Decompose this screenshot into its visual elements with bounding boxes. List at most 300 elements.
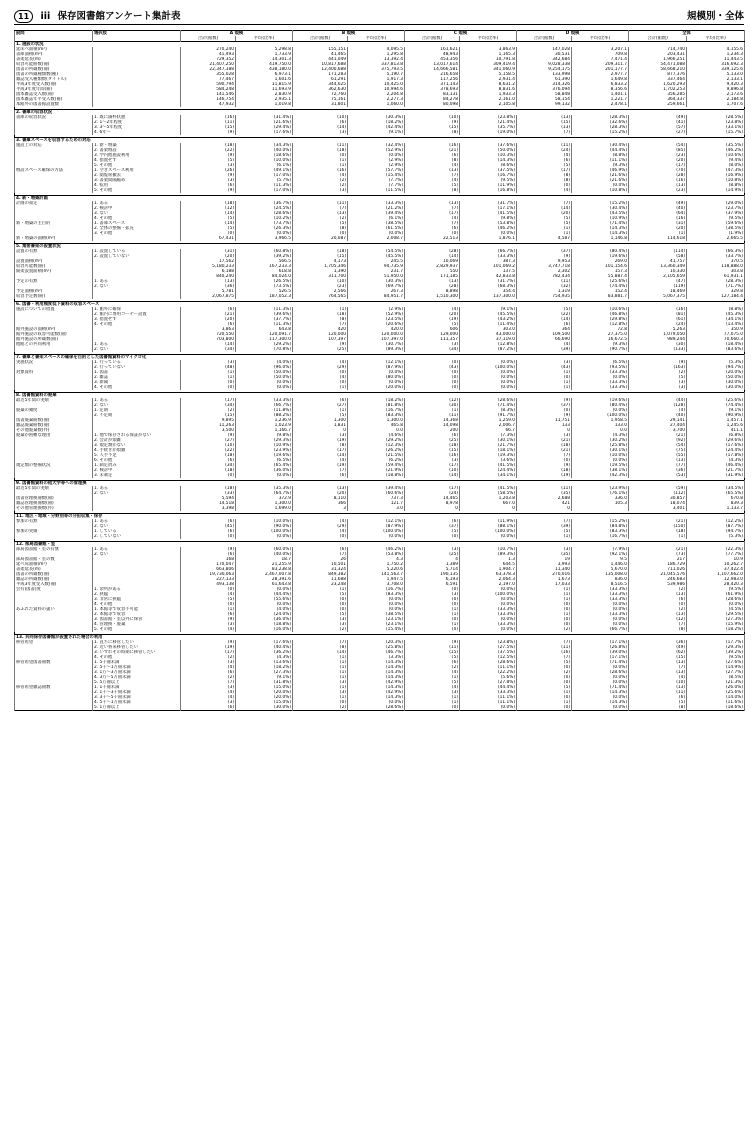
- total-cell: (22): [517, 312, 572, 317]
- total-cell: (4): [517, 342, 572, 347]
- average-cell: (71.7%): [687, 284, 745, 289]
- total-cell: (3): [405, 690, 460, 695]
- average-cell: 2,935.1: [236, 97, 293, 102]
- total-cell: (36): [629, 640, 687, 645]
- total-cell: 364,337: [629, 97, 687, 102]
- total-cell: (5): [293, 592, 348, 597]
- col-group-b: B 規模: [293, 31, 405, 37]
- average-cell: (29.3%): [236, 438, 293, 443]
- average-cell: 1,933.3: [460, 92, 517, 97]
- total-cell: (58): [629, 254, 687, 259]
- option-cell: 2. ない: [93, 491, 181, 496]
- total-cell: (18): [293, 148, 348, 153]
- average-cell: 336.0: [572, 496, 629, 501]
- total-cell: 584,248: [181, 87, 236, 92]
- total-cell: 270,240: [181, 47, 236, 52]
- total-cell: (7): [629, 622, 687, 627]
- average-cell: 341,060.9: [460, 67, 517, 72]
- total-cell: 421: [517, 501, 572, 506]
- average-cell: 2,977.7: [572, 72, 629, 77]
- average-cell: 231.7: [348, 269, 405, 274]
- average-cell: (37.9%): [687, 211, 745, 216]
- average-cell: (45.5%): [460, 312, 517, 317]
- average-cell: 137.5: [460, 269, 517, 274]
- average-cell: (71.4%): [572, 660, 629, 665]
- average-cell: (33.3%): [572, 380, 629, 385]
- total-cell: 114,618: [629, 236, 687, 241]
- average-cell: (66.7%): [460, 249, 517, 254]
- sub-total: 合計(館数): [293, 36, 348, 42]
- average-cell: (21.7%): [687, 468, 745, 473]
- option-cell: 3. その他: [93, 231, 181, 236]
- average-cell: 438,180.0: [236, 67, 293, 72]
- total-cell: (6): [181, 705, 236, 711]
- average-cell: 2,184.8: [687, 97, 745, 102]
- total-cell: (21): [629, 519, 687, 524]
- total-cell: (8): [517, 178, 572, 183]
- average-cell: (11.3%): [236, 322, 293, 327]
- average-cell: (24.4%): [460, 468, 517, 473]
- chapter-number: 11: [14, 10, 33, 23]
- total-cell: (13): [405, 168, 460, 173]
- average-cell: (14.3%): [572, 700, 629, 705]
- average-cell: (15.4%): [348, 627, 405, 632]
- section-numeral: iii: [40, 11, 51, 22]
- total-cell: (14): [181, 211, 236, 216]
- average-cell: (44.4%): [572, 148, 629, 153]
- total-cell: 203,431: [629, 52, 687, 57]
- average-cell: 1,234.3: [687, 52, 745, 57]
- total-cell: (0): [517, 617, 572, 622]
- average-cell: 0: [460, 506, 517, 511]
- average-cell: (30.4%): [572, 206, 629, 211]
- total-cell: (8): [293, 317, 348, 322]
- total-cell: (85): [629, 148, 687, 153]
- total-cell: (16): [405, 453, 460, 458]
- average-cell: 709.8: [572, 52, 629, 57]
- average-cell: (25.8%): [572, 443, 629, 448]
- average-cell: (34.3%): [236, 143, 293, 148]
- average-cell: 8,516.5: [572, 582, 629, 587]
- average-cell: (24.0%): [236, 612, 293, 617]
- average-cell: (10.6%): [572, 307, 629, 312]
- average-cell: 0.0: [572, 428, 629, 433]
- average-cell: 411.1: [687, 428, 745, 433]
- average-cell: (18.8%): [348, 473, 405, 478]
- average-cell: (50.0%): [236, 375, 293, 380]
- average-cell: (15.2%): [572, 519, 629, 524]
- total-cell: (33): [181, 491, 236, 496]
- total-cell: 107,397: [293, 337, 348, 342]
- average-cell: (17.6%): [236, 640, 293, 645]
- total-cell: 376,094: [517, 87, 572, 92]
- average-cell: 6,833.2: [572, 82, 629, 87]
- total-cell: (0): [517, 458, 572, 463]
- question-cell: 実施状況: [15, 360, 93, 365]
- total-cell: (4): [405, 163, 460, 168]
- total-cell: (4): [293, 519, 348, 524]
- average-cell: (33.3%): [572, 597, 629, 602]
- average-cell: (44.4%): [236, 592, 293, 597]
- average-cell: (15.7%): [687, 130, 745, 135]
- average-cell: 152.4: [572, 289, 629, 294]
- average-cell: (30.1%): [460, 438, 517, 443]
- total-cell: (18): [517, 468, 572, 473]
- average-cell: (0.0%): [460, 380, 517, 385]
- total-cell: (14): [405, 254, 460, 259]
- average-cell: (96.0%): [236, 365, 293, 370]
- option-cell: 3. 学内他施設利用: [93, 153, 181, 158]
- total-cell: 31,324: [293, 567, 348, 572]
- total-cell: (1): [293, 695, 348, 700]
- total-cell: (13): [293, 211, 348, 216]
- average-cell: (10.0%): [572, 453, 629, 458]
- average-cell: (28.3%): [687, 279, 745, 284]
- total-cell: 217: [629, 557, 687, 562]
- total-cell: (0): [293, 597, 348, 602]
- average-cell: (19.3%): [460, 453, 517, 458]
- average-cell: (0.0%): [460, 231, 517, 236]
- option-cell: 3. 3千～5千冊未満: [93, 695, 181, 700]
- option-cell: 4. 手続きが煩雑: [93, 448, 181, 453]
- average-cell: 120,091.7: [236, 332, 293, 337]
- average-cell: (27.5%): [460, 645, 517, 650]
- total-cell: 3: [293, 506, 348, 511]
- total-cell: (64): [629, 211, 687, 216]
- average-cell: 1,699.0: [236, 506, 293, 511]
- total-cell: 4,587: [517, 236, 572, 241]
- average-cell: (46.2%): [460, 226, 517, 231]
- total-cell: (3): [181, 660, 236, 665]
- average-cell: 670.8: [687, 496, 745, 501]
- total-cell: (13): [629, 685, 687, 690]
- average-cell: (0.0%): [236, 602, 293, 607]
- question-cell: 開架設置面積(m²): [15, 269, 93, 274]
- survey-table: [14, 30, 745, 711]
- average-cell: (33.3%): [236, 398, 293, 403]
- average-cell: (39.2%): [687, 650, 745, 655]
- option-cell: 3. いずれその時期に移管したい: [93, 650, 181, 655]
- total-cell: 4: [405, 557, 460, 562]
- total-cell: (9): [293, 342, 348, 347]
- average-cell: 121.7: [348, 501, 405, 506]
- average-cell: (12.8%): [460, 342, 517, 347]
- total-cell: (1): [517, 226, 572, 231]
- average-cell: (71.4%): [572, 685, 629, 690]
- total-cell: (0): [405, 705, 460, 711]
- total-cell: (1): [293, 408, 348, 413]
- total-cell: (5): [405, 322, 460, 327]
- average-cell: (20.0%): [687, 370, 745, 375]
- option-cell: 4. 管理換・廃棄: [93, 622, 181, 627]
- total-cell: 11,340: [517, 567, 572, 572]
- total-cell: 493,138: [181, 582, 236, 587]
- average-cell: (35.5%): [687, 143, 745, 148]
- average-cell: 1,259.0: [460, 418, 517, 423]
- average-cell: (87.9%): [348, 524, 405, 529]
- average-cell: (11.1%): [460, 695, 517, 700]
- section-heading: 4. 新・増築計画: [15, 196, 745, 202]
- question-cell: 平成3年度年間(冊): [15, 87, 93, 92]
- average-cell: (29.2%): [348, 438, 405, 443]
- average-cell: (46.9%): [572, 168, 629, 173]
- average-cell: (29.6%): [687, 438, 745, 443]
- total-cell: 26: [293, 557, 348, 562]
- total-cell: (8): [405, 130, 460, 135]
- question-cell: [15, 705, 93, 711]
- average-cell: (33.3%): [460, 622, 517, 627]
- total-cell: 5,594: [181, 496, 236, 501]
- average-cell: (29.8%): [572, 317, 629, 322]
- average-cell: (60.8%): [236, 249, 293, 254]
- average-cell: (59.4%): [348, 463, 405, 468]
- total-cell: (14): [181, 221, 236, 226]
- average-cell: (0.0%): [572, 680, 629, 685]
- total-cell: (21): [629, 433, 687, 438]
- average-cell: (12.2%): [687, 519, 745, 524]
- section-heading: 3. 書庫スペースを収容するための対応: [15, 138, 745, 144]
- average-cell: (52.9%): [348, 312, 405, 317]
- average-cell: 5,158.5: [460, 72, 517, 77]
- option-cell: 2. 雑誌: [93, 375, 181, 380]
- total-cell: 41,493: [181, 52, 236, 57]
- total-cell: (5): [517, 529, 572, 534]
- average-cell: (4.5%): [687, 607, 745, 612]
- average-cell: (26.8%): [572, 645, 629, 650]
- average-cell: (50.0%): [236, 370, 293, 375]
- total-cell: (31): [181, 249, 236, 254]
- total-cell: (30): [629, 342, 687, 347]
- total-cell: (15): [405, 125, 460, 130]
- total-cell: 453,356: [405, 57, 460, 62]
- question-cell: 他館との共同利用: [15, 342, 93, 347]
- option-cell: 3. 措置せず: [93, 317, 181, 322]
- average-cell: (0.0%): [460, 534, 517, 539]
- average-cell: (39.4%): [348, 486, 405, 491]
- total-cell: (14): [517, 206, 572, 211]
- average-cell: (100.0%): [460, 365, 517, 370]
- total-cell: 714,740: [629, 47, 687, 52]
- total-cell: 80,098: [405, 102, 460, 107]
- average-cell: (28.6%): [460, 398, 517, 403]
- average-cell: 11,443.5: [687, 57, 745, 62]
- average-cell: (83.3%): [572, 529, 629, 534]
- total-cell: (9): [181, 547, 236, 552]
- total-cell: (49): [629, 115, 687, 120]
- total-cell: 99,132: [517, 102, 572, 107]
- average-cell: 12,983.0: [687, 577, 745, 582]
- average-cell: 2,665.5: [687, 236, 745, 241]
- page-title: 保存図書館アンケート集計表: [57, 11, 181, 22]
- question-cell: 移管希望: [15, 640, 93, 645]
- total-cell: 170,047: [181, 562, 236, 567]
- average-cell: (32.6%): [572, 120, 629, 125]
- average-cell: (69.7%): [348, 284, 405, 289]
- average-cell: 3,863.9: [460, 47, 517, 52]
- average-cell: (100.0%): [460, 592, 517, 597]
- total-cell: (10): [293, 115, 348, 120]
- average-cell: (33.3%): [460, 254, 517, 259]
- total-cell: (17): [181, 398, 236, 403]
- average-cell: (40.0%): [236, 552, 293, 557]
- total-cell: (15): [405, 448, 460, 453]
- total-cell: (0): [181, 587, 236, 592]
- total-cell: (9): [181, 640, 236, 645]
- total-cell: (5): [517, 163, 572, 168]
- average-cell: 187,052.3: [236, 294, 293, 299]
- option-cell: 5. その他: [93, 188, 181, 193]
- average-cell: (9.5%): [687, 655, 745, 660]
- average-cell: 2,161.0: [460, 97, 517, 102]
- average-cell: (14.3%): [348, 685, 405, 690]
- average-cell: (13.6%): [236, 660, 293, 665]
- total-cell: (6): [181, 307, 236, 312]
- total-cell: (6): [293, 398, 348, 403]
- total-cell: 371,143: [405, 82, 460, 87]
- total-cell: (133): [629, 347, 687, 352]
- total-cell: (4): [405, 307, 460, 312]
- total-cell: 41,465: [293, 52, 348, 57]
- average-cell: (22.3%): [687, 547, 745, 552]
- average-cell: (30.7%): [348, 342, 405, 347]
- average-cell: (21.4%): [460, 120, 517, 125]
- average-cell: (0.0%): [348, 700, 405, 705]
- question-cell: 図書の所蔵数(冊): [15, 572, 93, 577]
- average-cell: 1,133.7: [687, 506, 745, 511]
- average-cell: (10.8%): [572, 188, 629, 193]
- average-cell: (36.0%): [236, 468, 293, 473]
- total-cell: 703,800: [181, 337, 236, 342]
- average-cell: (9.3%): [572, 342, 629, 347]
- section-heading: 2. 書庫の収容状況: [15, 110, 745, 116]
- average-cell: (2.9%): [348, 158, 405, 163]
- average-cell: (15.2%): [572, 201, 629, 206]
- total-cell: (6): [181, 519, 236, 524]
- total-cell: (44): [629, 398, 687, 403]
- average-cell: (0.0%): [572, 665, 629, 670]
- average-cell: (33.1%): [687, 125, 745, 130]
- average-cell: (91.7%): [460, 413, 517, 418]
- question-cell: 予定面積(m²): [15, 289, 93, 294]
- total-cell: 146,754: [181, 97, 236, 102]
- average-cell: 7,471.4: [572, 57, 629, 62]
- average-cell: (26.3%): [236, 226, 293, 231]
- average-cell: (83.6%): [687, 347, 745, 352]
- average-cell: (6.8%): [687, 433, 745, 438]
- average-cell: 2,478.1: [572, 102, 629, 107]
- total-cell: (15): [181, 413, 236, 418]
- total-cell: (5): [517, 660, 572, 665]
- total-cell: 5,781: [181, 289, 236, 294]
- question-cell: 雑誌受入種類数(タイトル): [15, 77, 93, 82]
- total-cell: (5): [629, 700, 687, 705]
- total-cell: (1): [517, 700, 572, 705]
- average-cell: (80.4%): [572, 403, 629, 408]
- average-cell: (5.3%): [687, 534, 745, 539]
- total-cell: (1): [181, 370, 236, 375]
- total-cell: (4): [405, 178, 460, 183]
- average-cell: (38.5%): [348, 221, 405, 226]
- total-cell: (6): [181, 529, 236, 534]
- average-cell: 1,947.5: [348, 577, 405, 582]
- average-cell: 1,245.6: [687, 423, 745, 428]
- total-cell: (6): [517, 158, 572, 163]
- average-cell: (33.7%): [687, 254, 745, 259]
- average-cell: 1,019.8: [236, 102, 293, 107]
- average-cell: (46.4%): [687, 463, 745, 468]
- total-cell: 849,382: [293, 572, 348, 577]
- question-cell: 新・増築の面積(m²): [15, 236, 93, 241]
- average-cell: (21.5%): [348, 453, 405, 458]
- average-cell: (27.3%): [236, 670, 293, 675]
- average-cell: (61.9%): [687, 592, 745, 597]
- average-cell: (17.8%): [687, 453, 745, 458]
- total-cell: (1): [517, 592, 572, 597]
- total-cell: (19): [293, 438, 348, 443]
- average-cell: (17.7%): [687, 640, 745, 645]
- average-cell: 11,815.9: [236, 82, 293, 87]
- average-cell: (26.0%): [687, 685, 745, 690]
- average-cell: 105.3: [572, 501, 629, 506]
- total-cell: (27): [629, 130, 687, 135]
- average-cell: (21.6%): [572, 173, 629, 178]
- average-cell: (21.6%): [572, 178, 629, 183]
- average-cell: (23.8%): [687, 120, 745, 125]
- total-cell: (5): [405, 655, 460, 660]
- average-cell: 1,401.1: [572, 92, 629, 97]
- total-cell: (6): [517, 322, 572, 327]
- total-cell: (18): [181, 468, 236, 473]
- total-cell: (7): [517, 453, 572, 458]
- average-cell: (9.8%): [460, 216, 517, 221]
- average-cell: 84,951.7: [348, 294, 405, 299]
- total-cell: (0): [405, 360, 460, 365]
- average-cell: (22.2%): [460, 670, 517, 675]
- total-cell: (1): [293, 660, 348, 665]
- average-cell: 644.5: [460, 562, 517, 567]
- average-cell: 5,670.0: [572, 567, 629, 572]
- average-cell: 137,300.0: [460, 294, 517, 299]
- average-cell: 83,238.8: [236, 567, 293, 572]
- option-cell: 2. 1千～3千冊未満: [93, 690, 181, 695]
- option-cell: 3. 非常に狭隘: [93, 597, 181, 602]
- average-cell: (4.3%): [236, 655, 293, 660]
- total-cell: 366: [293, 501, 348, 506]
- average-cell: (8.8%): [687, 307, 745, 312]
- total-cell: (17): [293, 448, 348, 453]
- average-cell: (14.3%): [572, 231, 629, 236]
- total-cell: (0): [293, 700, 348, 705]
- total-cell: 9,895: [181, 418, 236, 423]
- average-cell: 465.8: [348, 423, 405, 428]
- total-cell: (1): [405, 607, 460, 612]
- option-cell: 1. ある: [93, 519, 181, 524]
- total-cell: 1,966,251: [629, 57, 687, 62]
- total-cell: (9): [181, 130, 236, 135]
- total-cell: (1): [405, 695, 460, 700]
- total-cell: 147,028: [517, 47, 572, 52]
- total-cell: (0): [517, 622, 572, 627]
- average-cell: (89.3%): [460, 552, 517, 557]
- total-cell: 364: [517, 327, 572, 332]
- average-cell: 269.0: [572, 259, 629, 264]
- average-cell: (14.3%): [348, 675, 405, 680]
- option-cell: 3. 規定類がない: [93, 443, 181, 448]
- average-cell: 2,173.6: [687, 92, 745, 97]
- average-cell: (39.0%): [572, 650, 629, 655]
- average-cell: (12.3%): [348, 443, 405, 448]
- average-cell: (30.0%): [687, 385, 745, 390]
